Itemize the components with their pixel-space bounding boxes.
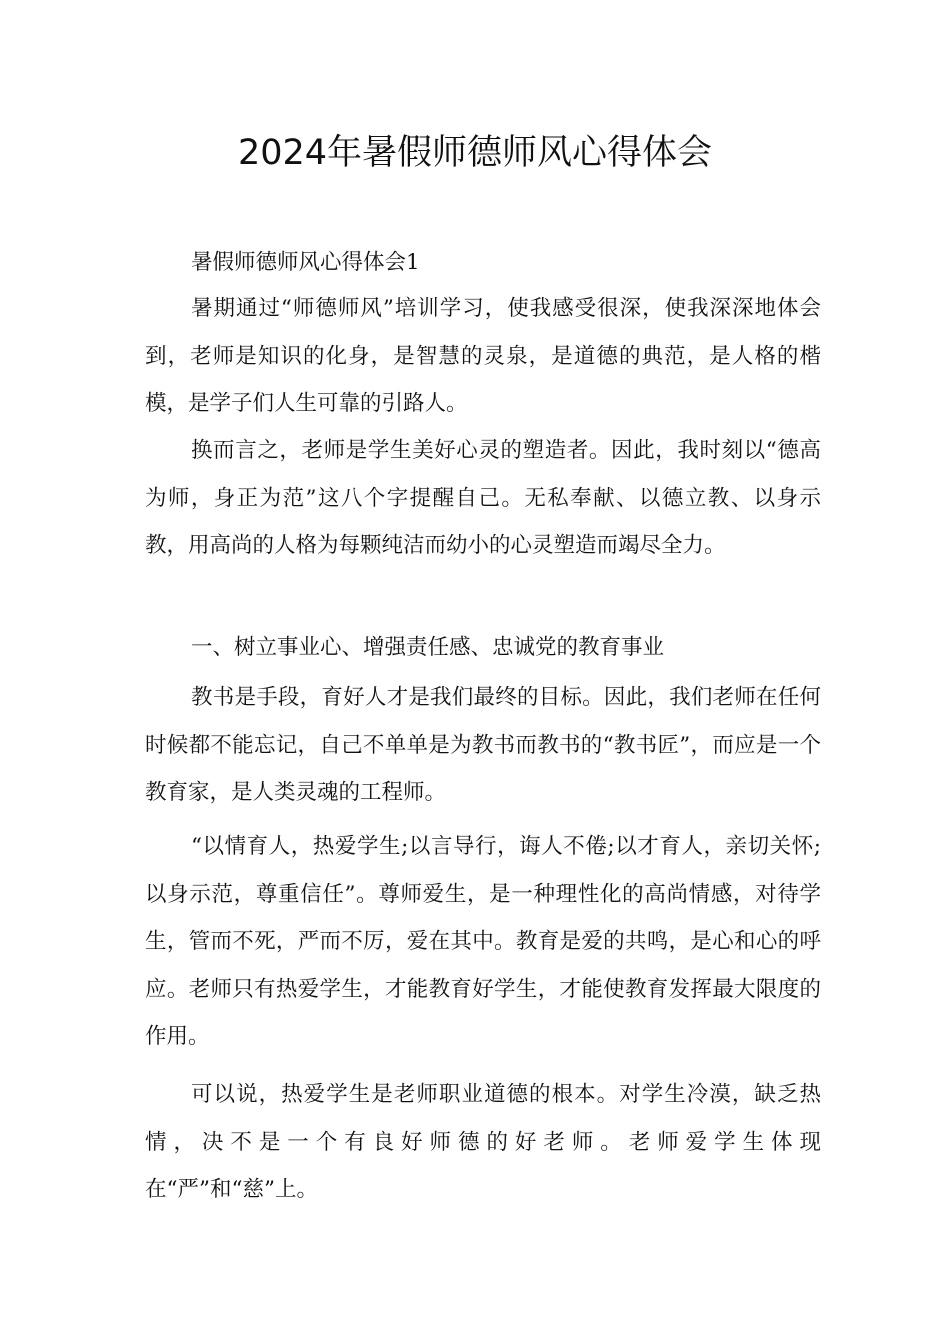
section-heading-1: 一、树立事业心、增强责任感、忠诚党的教育事业: [191, 635, 665, 660]
paragraph-1: 暑期通过“师德师风”培训学习，使我感受很深，使我深深地体会到，老师是知识的化身，是智慧的灵泉，是道德的典范，是人格的楷模，是学子们人生可靠的引路人。: [145, 296, 821, 416]
paragraph-2: 换而言之，老师是学生美好心灵的塑造者。因此，我时刻以“德高为师，身正为范”这八个字提醒自己。无私奉献、以德立教、以身示教，用高尚的人格为每颗纯洁而幼小的心灵塑造而竭尽全力。: [145, 438, 821, 558]
paragraph-5: 可以说，热爱学生是老师职业道德的根本。对学生冷漠，缺乏热情，决不是一个有良好师德的好老师。老师爱学生体现在“严”和“慈”上。: [145, 1082, 821, 1202]
paragraph-4: “以情育人，热爱学生;以言导行，诲人不倦;以才育人，亲切关怀;以身示范，尊重信任”。尊师爱生，是一种理性化的高尚情感，对待学生，管而不死，严而不厉，爱在其中。教育是爱的共鸣，是心和心的呼应。老师只有热爱学生，才能教育好学生，才能使教育发挥最大限度的作用。: [145, 834, 821, 1049]
section-subtitle: 暑假师德师风心得体会1: [191, 250, 420, 275]
document-title: 2024年暑假师德师风心得体会: [237, 133, 713, 173]
paragraph-3: 教书是手段，育好人才是我们最终的目标。因此，我们老师在任何时候都不能忘记，自己不单单是为教书而教书的“教书匠”，而应是一个教育家，是人类灵魂的工程师。: [145, 685, 821, 805]
